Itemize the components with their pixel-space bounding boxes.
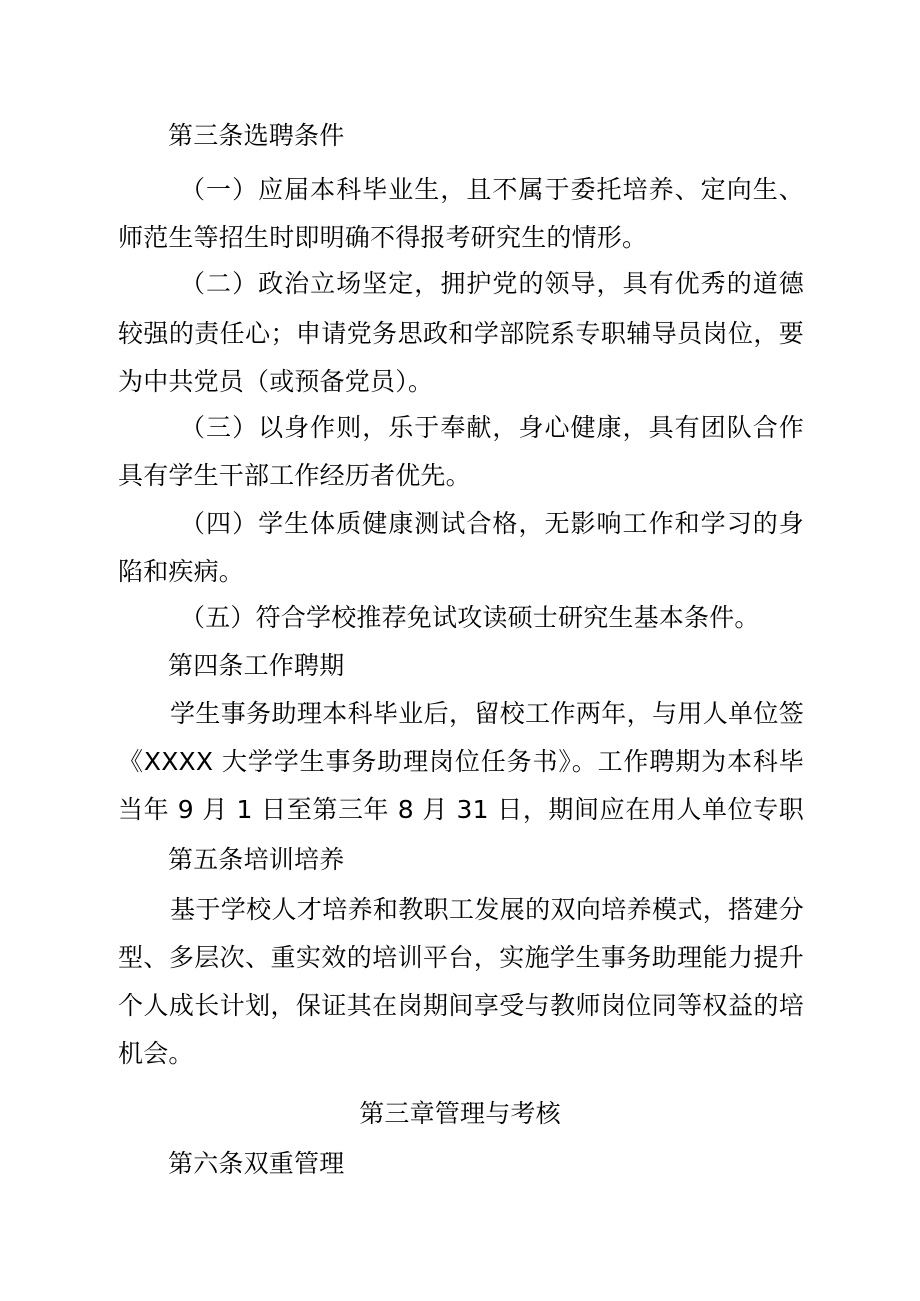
article-6-heading: 第六条双重管理 <box>168 1149 345 1178</box>
article-3-heading: 第三条选聘条件 <box>168 121 345 150</box>
article-3-item-2-line-3: 为中共党员（或预备党员）。 <box>118 367 434 396</box>
chapter-3-title: 第三章管理与考核 <box>359 1099 561 1128</box>
article-5-line-3: 个人成长计划，保证其在岗期间享受与教师岗位同等权益的培 <box>118 991 804 1020</box>
article-5-line-2: 型、多层次、重实效的培训平台，实施学生事务助理能力提升 <box>118 943 804 972</box>
article-5-line-4: 机会。 <box>118 1039 194 1068</box>
article-3-item-4-line-1: （四）学生体质健康测试合格，无影响工作和学习的身 <box>180 509 804 538</box>
article-4-line-2: 《XXXX 大学学生事务助理岗位任务书》。工作聘期为本科毕 <box>118 747 804 776</box>
article-4-line-3: 当年 9 月 1 日至第三年 8 月 31 日，期间应在用人单位专职 <box>118 795 804 824</box>
article-3-item-1-line-2: 师范生等招生时即明确不得报考研究生的情形。 <box>118 223 648 252</box>
article-5-heading: 第五条培训培养 <box>168 845 345 874</box>
article-3-item-3-line-1: （三）以身作则，乐于奉献，身心健康，具有团队合作 <box>180 413 804 442</box>
article-3-item-2-line-2: 较强的责任心；申请党务思政和学部院系专职辅导员岗位，要 <box>118 319 804 348</box>
article-3-item-1-line-1: （一）应届本科毕业生，且不属于委托培养、定向生、 <box>180 175 804 204</box>
article-3-item-3-line-2: 具有学生干部工作经历者优先。 <box>118 461 471 490</box>
article-3-item-2-line-1: （二）政治立场坚定，拥护党的领导，具有优秀的道德 <box>180 269 804 298</box>
article-4-line-1: 学生事务助理本科毕业后，留校工作两年，与用人单位签 <box>170 699 804 728</box>
article-4-heading: 第四条工作聘期 <box>168 651 345 680</box>
article-3-item-4-line-2: 陷和疾病。 <box>118 557 245 586</box>
article-3-item-5-line-1: （五）符合学校推荐免试攻读硕士研究生基本条件。 <box>180 603 760 632</box>
article-5-line-1: 基于学校人才培养和教职工发展的双向培养模式，搭建分 <box>170 895 804 924</box>
